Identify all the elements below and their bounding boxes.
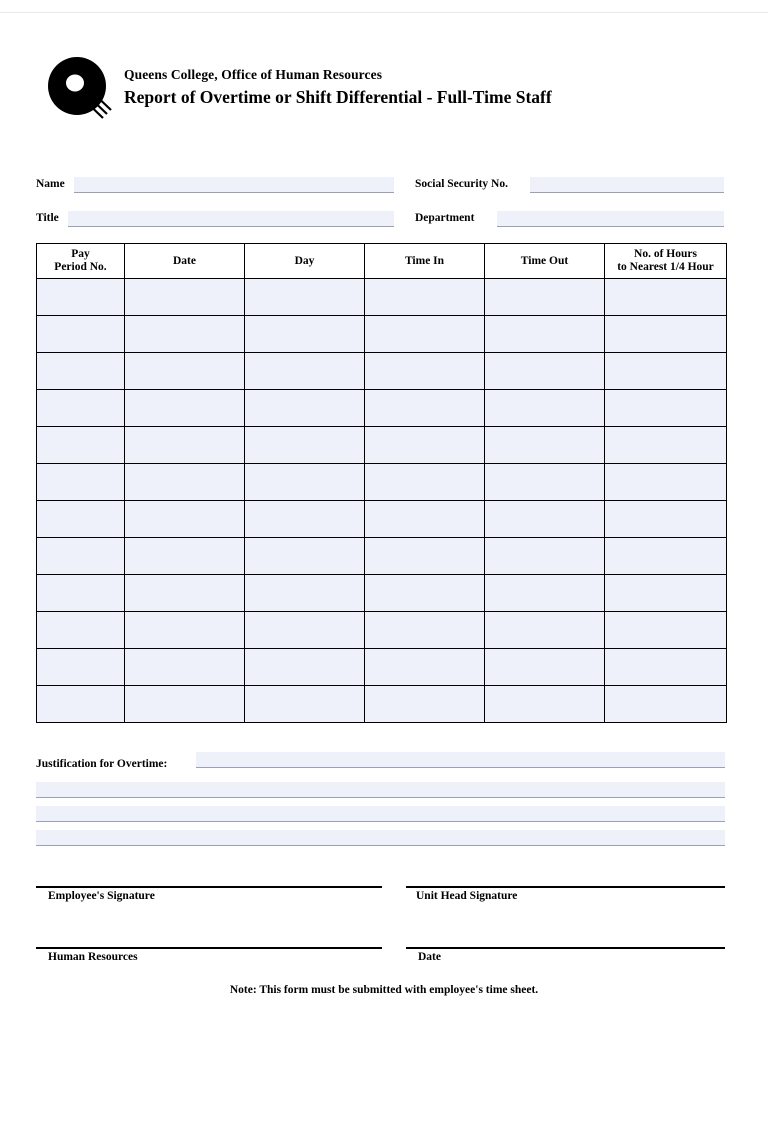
table-row	[37, 390, 727, 427]
date-label: Date	[418, 951, 441, 963]
cell-time-out[interactable]	[485, 686, 605, 723]
cell-time-in[interactable]	[365, 353, 485, 390]
cell-time-in[interactable]	[365, 390, 485, 427]
unit-head-signature-label: Unit Head Signature	[416, 890, 518, 902]
cell-day[interactable]	[245, 353, 365, 390]
cell-hours[interactable]	[605, 353, 727, 390]
column-header-hours	[605, 244, 727, 279]
column-header-line2: to Nearest 1/4 Hour	[617, 261, 714, 273]
table-row	[37, 427, 727, 464]
cell-time-out[interactable]	[485, 353, 605, 390]
cell-day[interactable]	[245, 279, 365, 316]
cell-date[interactable]	[125, 279, 245, 316]
cell-hours[interactable]	[605, 316, 727, 353]
cell-day[interactable]	[245, 427, 365, 464]
cell-pay-period[interactable]	[37, 501, 125, 538]
table-row	[37, 538, 727, 575]
cell-date[interactable]	[125, 464, 245, 501]
table-row	[37, 612, 727, 649]
cell-time-out[interactable]	[485, 575, 605, 612]
table-row	[37, 501, 727, 538]
cell-date[interactable]	[125, 390, 245, 427]
cell-day[interactable]	[245, 316, 365, 353]
cell-pay-period[interactable]	[37, 279, 125, 316]
table-row	[37, 649, 727, 686]
employee-signature-line[interactable]	[36, 886, 382, 888]
cell-hours[interactable]	[605, 501, 727, 538]
table-body	[37, 279, 727, 723]
column-header-date	[125, 244, 245, 279]
title-label: Title	[36, 212, 59, 224]
cell-time-out[interactable]	[485, 390, 605, 427]
department-input[interactable]	[497, 211, 724, 227]
queens-college-logo	[44, 56, 116, 122]
overtime-table	[36, 243, 727, 723]
form-note: Note: This form must be submitted with employee's time sheet.	[229, 984, 539, 996]
cell-day[interactable]	[245, 464, 365, 501]
cell-hours[interactable]	[605, 279, 727, 316]
cell-pay-period[interactable]	[37, 686, 125, 723]
justification-input-line-3[interactable]	[36, 806, 725, 822]
name-label: Name	[36, 178, 65, 190]
cell-time-in[interactable]	[365, 538, 485, 575]
column-header-line1: Time In	[404, 254, 445, 267]
cell-date[interactable]	[125, 612, 245, 649]
cell-date[interactable]	[125, 316, 245, 353]
cell-pay-period[interactable]	[37, 353, 125, 390]
justification-input-line-1[interactable]	[196, 752, 725, 768]
department-label: Department	[415, 212, 475, 224]
justification-label: Justification for Overtime:	[36, 758, 168, 770]
cell-day[interactable]	[245, 649, 365, 686]
column-header-time-out	[485, 244, 605, 279]
cell-pay-period[interactable]	[37, 427, 125, 464]
cell-day[interactable]	[245, 390, 365, 427]
cell-hours[interactable]	[605, 575, 727, 612]
column-header-line1: Pay	[71, 248, 90, 260]
cell-day[interactable]	[245, 538, 365, 575]
human-resources-signature-line[interactable]	[36, 947, 382, 949]
cell-day[interactable]	[245, 612, 365, 649]
employee-signature-label: Employee's Signature	[48, 890, 155, 902]
cell-date[interactable]	[125, 538, 245, 575]
table-header-row	[37, 244, 727, 279]
cell-hours[interactable]	[605, 649, 727, 686]
justification-input-line-2[interactable]	[36, 782, 725, 798]
cell-time-in[interactable]	[365, 464, 485, 501]
cell-time-in[interactable]	[365, 649, 485, 686]
table-row	[37, 353, 727, 390]
cell-hours[interactable]	[605, 686, 727, 723]
table-row	[37, 316, 727, 353]
justification-input-line-4[interactable]	[36, 830, 725, 846]
cell-pay-period[interactable]	[37, 538, 125, 575]
cell-hours[interactable]	[605, 538, 727, 575]
cell-hours[interactable]	[605, 427, 727, 464]
cell-day[interactable]	[245, 575, 365, 612]
cell-pay-period[interactable]	[37, 575, 125, 612]
organization-line: Queens College, Office of Human Resources	[124, 67, 383, 82]
cell-day[interactable]	[245, 501, 365, 538]
column-header-line1: Time Out	[520, 254, 569, 267]
column-header-line1: No. of Hours	[634, 248, 697, 260]
cell-time-out[interactable]	[485, 464, 605, 501]
ssn-label: Social Security No.	[415, 178, 508, 190]
cell-pay-period[interactable]	[37, 390, 125, 427]
cell-time-in[interactable]	[365, 427, 485, 464]
cell-time-in[interactable]	[365, 501, 485, 538]
cell-pay-period[interactable]	[37, 649, 125, 686]
cell-hours[interactable]	[605, 464, 727, 501]
column-header-line2: Period No.	[54, 261, 107, 273]
cell-date[interactable]	[125, 575, 245, 612]
human-resources-label: Human Resources	[48, 951, 138, 963]
table-row	[37, 575, 727, 612]
table-row	[37, 686, 727, 723]
title-input[interactable]	[68, 211, 394, 227]
ssn-input[interactable]	[530, 177, 724, 193]
cell-time-in[interactable]	[365, 316, 485, 353]
name-input[interactable]	[74, 177, 394, 193]
cell-date[interactable]	[125, 353, 245, 390]
table-row	[37, 279, 727, 316]
cell-date[interactable]	[125, 427, 245, 464]
page-top-divider	[0, 12, 768, 13]
cell-time-out[interactable]	[485, 538, 605, 575]
cell-time-out[interactable]	[485, 612, 605, 649]
cell-pay-period[interactable]	[37, 316, 125, 353]
cell-time-out[interactable]	[485, 649, 605, 686]
cell-date[interactable]	[125, 649, 245, 686]
cell-hours[interactable]	[605, 612, 727, 649]
unit-head-signature-line[interactable]	[406, 886, 725, 888]
cell-time-in[interactable]	[365, 612, 485, 649]
column-header-time-in	[365, 244, 485, 279]
cell-time-in[interactable]	[365, 575, 485, 612]
month-row	[0, 139, 768, 159]
cell-time-out[interactable]	[485, 279, 605, 316]
header-text-block	[124, 66, 552, 109]
column-header-day	[245, 244, 365, 279]
date-signature-line[interactable]	[406, 947, 725, 949]
cell-pay-period[interactable]	[37, 612, 125, 649]
column-header-line1: Date	[173, 254, 196, 267]
cell-time-in[interactable]	[365, 686, 485, 723]
cell-time-out[interactable]	[485, 316, 605, 353]
document-header	[44, 56, 734, 122]
table-row	[37, 464, 727, 501]
page-title: Report of Overtime or Shift Differential - Full-Time Staff	[124, 87, 552, 107]
cell-time-out[interactable]	[485, 427, 605, 464]
cell-day[interactable]	[245, 686, 365, 723]
column-header-pay-period	[37, 244, 125, 279]
cell-hours[interactable]	[605, 390, 727, 427]
cell-time-in[interactable]	[365, 279, 485, 316]
column-header-line1: Day	[294, 254, 315, 267]
cell-date[interactable]	[125, 686, 245, 723]
cell-time-out[interactable]	[485, 501, 605, 538]
cell-pay-period[interactable]	[37, 464, 125, 501]
cell-date[interactable]	[125, 501, 245, 538]
